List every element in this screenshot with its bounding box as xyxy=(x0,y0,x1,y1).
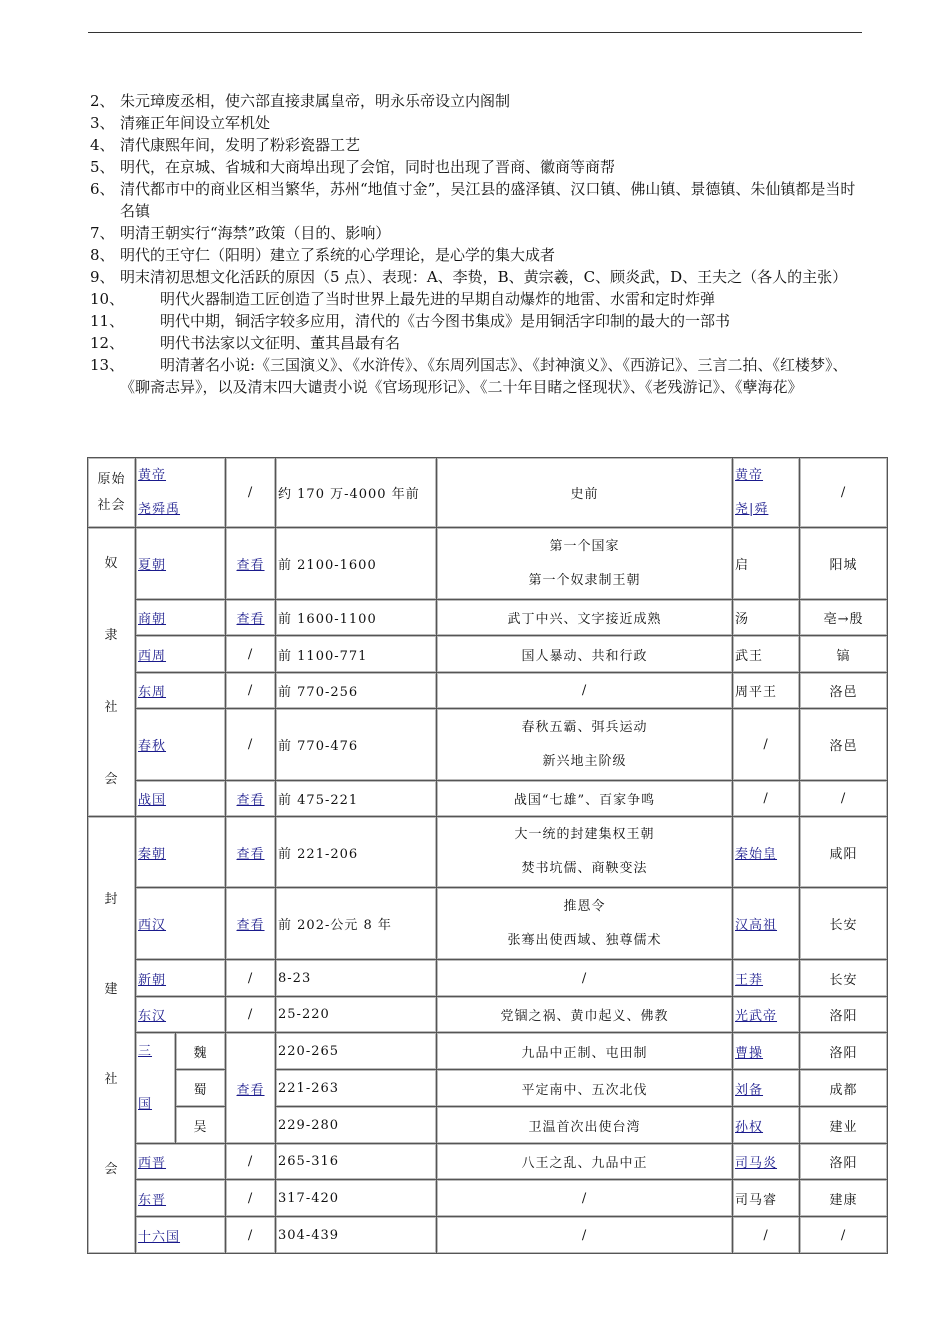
period-cell: 前 770-476 xyxy=(276,709,437,781)
capital-cell: 镐 xyxy=(800,636,888,673)
ruler-link[interactable]: 汉高祖 xyxy=(735,918,778,933)
dynasty-table xyxy=(87,457,888,1254)
table-row xyxy=(88,1180,888,1217)
dynasty-cell xyxy=(136,458,226,528)
ruler-cell: 司马睿 xyxy=(733,1180,800,1217)
note-text: 朱元璋废丞相，使六部直接隶属皇帝，明永乐帝设立内阁制 xyxy=(120,92,511,110)
three-kingdoms-cell xyxy=(136,1033,176,1144)
note-item xyxy=(90,90,862,112)
dynasty-cell xyxy=(136,1217,226,1254)
dynasty-link[interactable]: 西汉 xyxy=(138,918,167,933)
capital-cell: 阳城 xyxy=(800,528,888,600)
note-number: 2、 xyxy=(90,92,115,110)
note-number: 12、 xyxy=(90,334,125,352)
dynasty-link[interactable]: 秦朝 xyxy=(138,846,167,862)
detail-cell xyxy=(226,888,276,960)
ruler-cell xyxy=(733,888,800,960)
dynasty-cell xyxy=(136,1144,226,1180)
capital-cell: 建业 xyxy=(800,1107,888,1144)
ruler-cell: 武王 xyxy=(733,636,800,673)
view-link[interactable]: 查看 xyxy=(236,1082,265,1098)
ruler-link[interactable]: 王莽 xyxy=(735,972,764,988)
ruler-cell xyxy=(733,1033,800,1070)
table-row xyxy=(88,528,888,600)
events-cell: 大一统的封建集权王朝 焚书坑儒、商鞅变法 xyxy=(437,817,733,888)
note-item xyxy=(90,112,862,134)
period-cell: 220-265 xyxy=(276,1033,437,1070)
note-number: 4、 xyxy=(90,136,115,154)
table-row xyxy=(88,960,888,997)
period-cell: 前 475-221 xyxy=(276,781,437,817)
period-cell: 317-420 xyxy=(276,1180,437,1217)
ruler-link[interactable]: 孙权 xyxy=(735,1119,764,1135)
table-row xyxy=(88,1033,888,1070)
dynasty-link[interactable]: 春秋 xyxy=(138,739,167,754)
capital-cell: 洛阳 xyxy=(800,997,888,1033)
detail-cell: / xyxy=(226,673,276,709)
detail-cell: / xyxy=(226,636,276,673)
era-primitive: 原始 社会 xyxy=(88,458,136,528)
view-link[interactable]: 查看 xyxy=(236,793,265,808)
table-row xyxy=(88,817,888,888)
capital-cell: 洛阳 xyxy=(800,1144,888,1180)
detail-cell: / xyxy=(226,1144,276,1180)
dynasty-link[interactable]: 商朝 xyxy=(138,612,167,627)
period-cell: 前 1600-1100 xyxy=(276,600,437,636)
note-number: 3、 xyxy=(90,114,115,132)
note-item xyxy=(90,310,862,332)
kingdom-cell: 魏 xyxy=(176,1033,226,1070)
ruler-link[interactable]: 曹操 xyxy=(735,1045,764,1061)
view-link[interactable]: 查看 xyxy=(236,612,265,627)
period-cell: 8-23 xyxy=(276,960,437,997)
ruler-cell xyxy=(733,1070,800,1107)
note-number: 7、 xyxy=(90,224,115,242)
table-row xyxy=(88,781,888,817)
events-cell: 国人暴动、共和行政 xyxy=(437,636,733,673)
events-cell: 卫温首次出使台湾 xyxy=(437,1107,733,1144)
period-cell: 前 2100-1600 xyxy=(276,528,437,600)
ruler-cell: / xyxy=(733,781,800,817)
events-cell: 武丁中兴、文字接近成熟 xyxy=(437,600,733,636)
dynasty-link[interactable]: 新朝 xyxy=(138,972,167,988)
period-cell: 前 1100-771 xyxy=(276,636,437,673)
ruler-cell xyxy=(733,817,800,888)
events-cell: 八王之乱、九品中正 xyxy=(437,1144,733,1180)
ruler-cell xyxy=(733,1107,800,1144)
events-cell: 平定南中、五次北伐 xyxy=(437,1070,733,1107)
ruler-cell: 启 xyxy=(733,528,800,600)
dynasty-link[interactable]: 十六国 xyxy=(138,1229,181,1245)
dynasty-link[interactable]: 东晋 xyxy=(138,1192,167,1208)
period-cell: 前 202-公元 8 年 xyxy=(276,888,437,960)
era-slave: 奴 隶 社 会 xyxy=(88,528,136,817)
dynasty-cell xyxy=(136,600,226,636)
table-row xyxy=(88,1107,888,1144)
note-item xyxy=(90,178,862,222)
period-cell: 25-220 xyxy=(276,997,437,1033)
events-cell: / xyxy=(437,673,733,709)
events-cell: 九品中正制、屯田制 xyxy=(437,1033,733,1070)
detail-cell xyxy=(226,600,276,636)
note-text: 明代的王守仁（阳明）建立了系统的心学理论，是心学的集大成者 xyxy=(120,246,556,264)
dynasty-cell xyxy=(136,1180,226,1217)
dynasty-link[interactable]: 东汉 xyxy=(138,1009,167,1024)
events-cell: / xyxy=(437,1217,733,1254)
header-rule xyxy=(88,32,862,33)
dynasty-link[interactable]: 国 xyxy=(138,1097,153,1112)
ruler-cell xyxy=(733,1144,800,1180)
dynasty-cell xyxy=(136,528,226,600)
events-cell: / xyxy=(437,1180,733,1217)
note-text: 清雍正年间设立军机处 xyxy=(120,114,271,132)
ruler-cell: 周平王 xyxy=(733,673,800,709)
table-row xyxy=(88,673,888,709)
note-item xyxy=(90,354,862,398)
period-cell: 265-316 xyxy=(276,1144,437,1180)
table-row xyxy=(88,600,888,636)
table-row xyxy=(88,458,888,528)
dynasty-link[interactable]: 三 xyxy=(138,1044,153,1059)
ruler-link[interactable]: 黄帝 xyxy=(735,467,764,483)
detail-cell: / xyxy=(226,709,276,781)
dynasty-cell xyxy=(136,888,226,960)
note-number: 13、 xyxy=(90,356,125,374)
events-cell: 战国“七雄”、百家争鸣 xyxy=(437,781,733,817)
dynasty-link[interactable]: 黄帝 xyxy=(138,467,167,483)
events-cell: 史前 xyxy=(437,458,733,528)
capital-cell: 建康 xyxy=(800,1180,888,1217)
ruler-cell xyxy=(733,960,800,997)
events-cell: 第一个国家 第一个奴隶制王朝 xyxy=(437,528,733,600)
note-text: 明代火器制造工匠创造了当时世界上最先进的早期自动爆炸的地雷、水雷和定时炸弹 xyxy=(160,290,716,308)
ruler-link[interactable]: 司马炎 xyxy=(735,1156,778,1171)
ruler-cell: / xyxy=(733,709,800,781)
dynasty-link[interactable]: 战国 xyxy=(138,793,167,808)
capital-cell: 亳→殷 xyxy=(800,600,888,636)
capital-cell: 成都 xyxy=(800,1070,888,1107)
era-feudal: 封 建 社 会 xyxy=(88,817,136,1254)
events-cell: 党锢之祸、黄巾起义、佛教 xyxy=(437,997,733,1033)
table-row xyxy=(88,1217,888,1254)
dynasty-cell xyxy=(136,636,226,673)
note-text: 明清王朝实行“海禁”政策（目的、影响） xyxy=(120,224,391,242)
capital-cell: / xyxy=(800,458,888,528)
events-cell: / xyxy=(437,960,733,997)
dynasty-link[interactable]: 尧舜禹 xyxy=(138,501,181,517)
note-number: 11、 xyxy=(90,312,125,330)
note-text: 明代，在京城、省城和大商埠出现了会馆，同时也出现了晋商、徽商等商帮 xyxy=(120,158,616,176)
capital-cell: 洛邑 xyxy=(800,673,888,709)
ruler-cell: 汤 xyxy=(733,600,800,636)
detail-cell: / xyxy=(226,1217,276,1254)
capital-cell: 洛阳 xyxy=(800,1033,888,1070)
ruler-cell xyxy=(733,458,800,528)
table-row xyxy=(88,636,888,673)
note-item xyxy=(90,244,862,266)
dynasty-cell xyxy=(136,781,226,817)
detail-cell: / xyxy=(226,997,276,1033)
detail-cell xyxy=(226,817,276,888)
detail-cell: / xyxy=(226,960,276,997)
note-text: 明清著名小说:《三国演义》、《水浒传》、《东周列国志》、《封神演义》、《西游记》、三言二拍、《红楼梦》、《聊斋志异》，以及清末四大谴责小说《官场现形记》、《二十年目睹之怪现状》、《老残游记》、《孽海花》 xyxy=(120,356,848,396)
note-number: 10、 xyxy=(90,290,125,308)
ruler-link[interactable]: 刘备 xyxy=(735,1082,764,1098)
dynasty-cell xyxy=(136,817,226,888)
period-cell: 304-439 xyxy=(276,1217,437,1254)
capital-cell: 咸阳 xyxy=(800,817,888,888)
notes-list xyxy=(90,90,862,398)
events-cell: 推恩令 张骞出使西域、独尊儒术 xyxy=(437,888,733,960)
view-link[interactable]: 查看 xyxy=(236,558,265,573)
period-cell: 约 170 万-4000 年前 xyxy=(276,458,437,528)
table-row xyxy=(88,709,888,781)
events-cell: 春秋五霸、弭兵运动 新兴地主阶级 xyxy=(437,709,733,781)
table-row xyxy=(88,888,888,960)
table-row xyxy=(88,1070,888,1107)
ruler-link[interactable]: 光武帝 xyxy=(735,1009,778,1024)
capital-cell: 洛邑 xyxy=(800,709,888,781)
note-text: 清代都市中的商业区相当繁华，苏州“地值寸金”，吴江县的盛泽镇、汉口镇、佛山镇、景德镇、朱仙镇都是当时名镇 xyxy=(120,180,856,220)
period-cell: 前 221-206 xyxy=(276,817,437,888)
detail-cell xyxy=(226,528,276,600)
note-item xyxy=(90,222,862,244)
capital-cell: / xyxy=(800,1217,888,1254)
capital-cell: 长安 xyxy=(800,888,888,960)
table-row xyxy=(88,1144,888,1180)
note-text: 清代康熙年间，发明了粉彩瓷器工艺 xyxy=(120,136,361,154)
ruler-cell xyxy=(733,997,800,1033)
kingdom-cell: 蜀 xyxy=(176,1070,226,1107)
ruler-link[interactable]: 秦始皇 xyxy=(735,846,778,862)
kingdom-cell: 吴 xyxy=(176,1107,226,1144)
capital-cell: / xyxy=(800,781,888,817)
dynasty-cell xyxy=(136,997,226,1033)
period-cell: 229-280 xyxy=(276,1107,437,1144)
dynasty-link[interactable]: 东周 xyxy=(138,685,167,700)
period-cell: 221-263 xyxy=(276,1070,437,1107)
view-link[interactable]: 查看 xyxy=(236,918,265,933)
note-number: 5、 xyxy=(90,158,115,176)
note-text: 明末清初思想文化活跃的原因（5 点）、表现：A、李贽，B、黄宗羲，C、顾炎武，D、王夫之（各人的主张） xyxy=(120,268,848,286)
note-item xyxy=(90,134,862,156)
note-text: 明代中期，铜活字较多应用，清代的《古今图书集成》是用铜活字印制的最大的一部书 xyxy=(160,312,731,330)
note-item xyxy=(90,288,862,310)
detail-cell xyxy=(226,781,276,817)
dynasty-link[interactable]: 西晋 xyxy=(138,1156,167,1171)
note-text: 明代书法家以文征明、董其昌最有名 xyxy=(160,334,401,352)
dynasty-cell xyxy=(136,960,226,997)
detail-cell xyxy=(226,1033,276,1144)
note-number: 6、 xyxy=(90,180,115,198)
note-number: 9、 xyxy=(90,268,115,286)
period-cell: 前 770-256 xyxy=(276,673,437,709)
capital-cell: 长安 xyxy=(800,960,888,997)
detail-cell: / xyxy=(226,458,276,528)
view-link[interactable]: 查看 xyxy=(236,846,265,862)
dynasty-cell xyxy=(136,709,226,781)
note-item xyxy=(90,156,862,178)
note-item xyxy=(90,332,862,354)
dynasty-cell xyxy=(136,673,226,709)
table-row xyxy=(88,997,888,1033)
ruler-cell: / xyxy=(733,1217,800,1254)
detail-cell: / xyxy=(226,1180,276,1217)
note-item xyxy=(90,266,862,288)
dynasty-link[interactable]: 西周 xyxy=(138,648,167,664)
ruler-link[interactable]: 尧|舜 xyxy=(735,501,769,517)
dynasty-link[interactable]: 夏朝 xyxy=(138,558,167,573)
note-number: 8、 xyxy=(90,246,115,264)
